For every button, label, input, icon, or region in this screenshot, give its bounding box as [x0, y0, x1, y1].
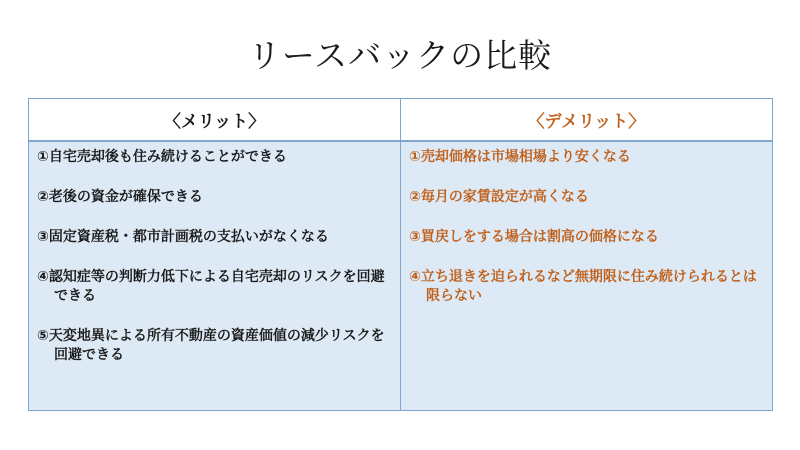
comparison-table	[28, 98, 773, 411]
demerits-list	[401, 142, 772, 410]
slide-title: リースバックの比較	[247, 36, 553, 75]
merit-item-3: ③固定資産税・都市計画税の支払いがなくなる	[37, 229, 329, 245]
demerits-column	[401, 99, 772, 410]
demerit-item-2: ②毎月の家賃設定が高くなる	[409, 189, 589, 205]
merit-item-5: ⑤天変地異による所有不動産の資産価値の減少リスクを回避できる	[37, 328, 385, 363]
demerits-header: 〈デメリット〉	[401, 99, 772, 142]
demerit-item-4: ④立ち退きを迫られるなど無期限に住み続けられるとは限らない	[409, 269, 757, 304]
merit-item-1: ①自宅売却後も住み続けることができる	[37, 149, 287, 165]
demerit-item-3: ③買戻しをする場合は割高の価格になる	[409, 229, 659, 245]
merit-item-4: ④認知症等の判断力低下による自宅売却のリスクを回避できる	[37, 269, 385, 304]
merits-list	[29, 142, 400, 410]
merit-item-2: ②老後の資金が確保できる	[37, 189, 203, 205]
merits-header: 〈メリット〉	[29, 99, 400, 142]
merits-column	[29, 99, 401, 410]
demerit-item-1: ①売却価格は市場相場より安くなる	[409, 149, 631, 165]
